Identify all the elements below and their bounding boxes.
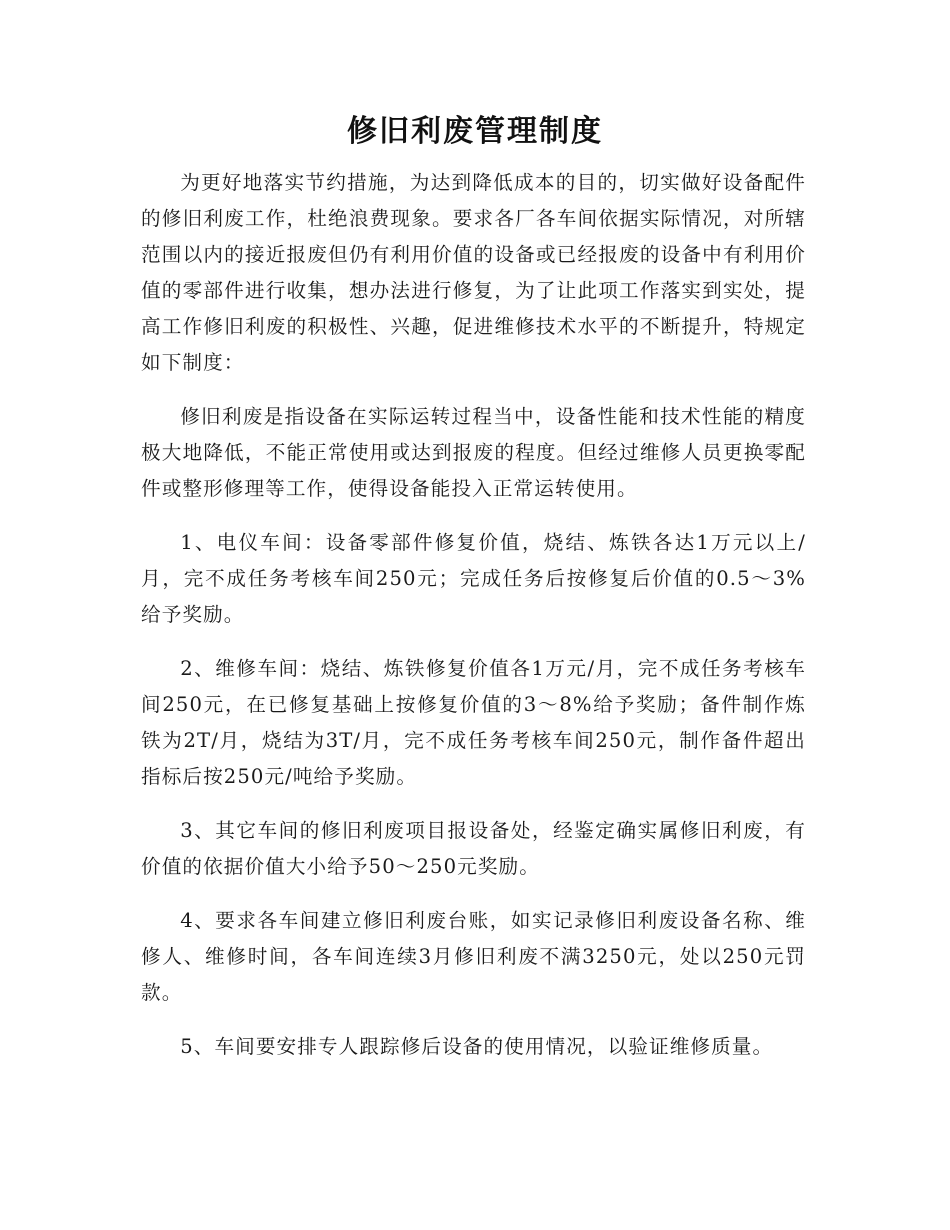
paragraph-item-3: 3、其它车间的修旧利废项目报设备处，经鉴定确实属修旧利废，有价值的依据价值大小给予50～250元奖励。 bbox=[141, 819, 806, 878]
paragraph-item-5: 5、车间要安排专人跟踪修后设备的使用情况，以验证维修质量。 bbox=[180, 1035, 774, 1058]
paragraph-item-1: 1、电仪车间：设备零部件修复价值，烧结、炼铁各达1万元以上/月，完不成任务考核车间250元；完成任务后按修复后价值的0.5～3%给予奖励。 bbox=[141, 531, 806, 626]
paragraph-item-2: 2、维修车间：烧结、炼铁修复价值各1万元/月，完不成任务考核车间250元，在已修复基础上按修复价值的3～8%给予奖励；备件制作炼铁为2T/月，烧结为3T/月，完不成任务考核车间250元，制作备件超出指标后按250元/吨给予奖励。 bbox=[141, 657, 806, 788]
document-title: 修旧利废管理制度 bbox=[347, 114, 603, 149]
paragraph-item-4: 4、要求各车间建立修旧利废台账，如实记录修旧利废设备名称、维修人、维修时间，各车间连续3月修旧利废不满3250元，处以250元罚款。 bbox=[141, 909, 806, 1004]
paragraph-definition: 修旧利废是指设备在实际运转过程当中，设备性能和技术性能的精度极大地降低，不能正常使用或达到报废的程度。但经过维修人员更换零配件或整形修理等工作，使得设备能投入正常运转使用。 bbox=[141, 405, 806, 500]
document-body bbox=[141, 165, 806, 1083]
paragraph-intro: 为更好地落实节约措施，为达到降低成本的目的，切实做好设备配件的修旧利废工作，杜绝浪费现象。要求各厂各车间依据实际情况，对所辖范围以内的接近报废但仍有利用价值的设备或已经报废的设备中有利用价值的零部件进行收集，想办法进行修复，为了让此项工作落实到实处，提高工作修旧利废的积极性、兴趣，促进维修技术水平的不断提升，特规定如下制度： bbox=[141, 171, 806, 374]
